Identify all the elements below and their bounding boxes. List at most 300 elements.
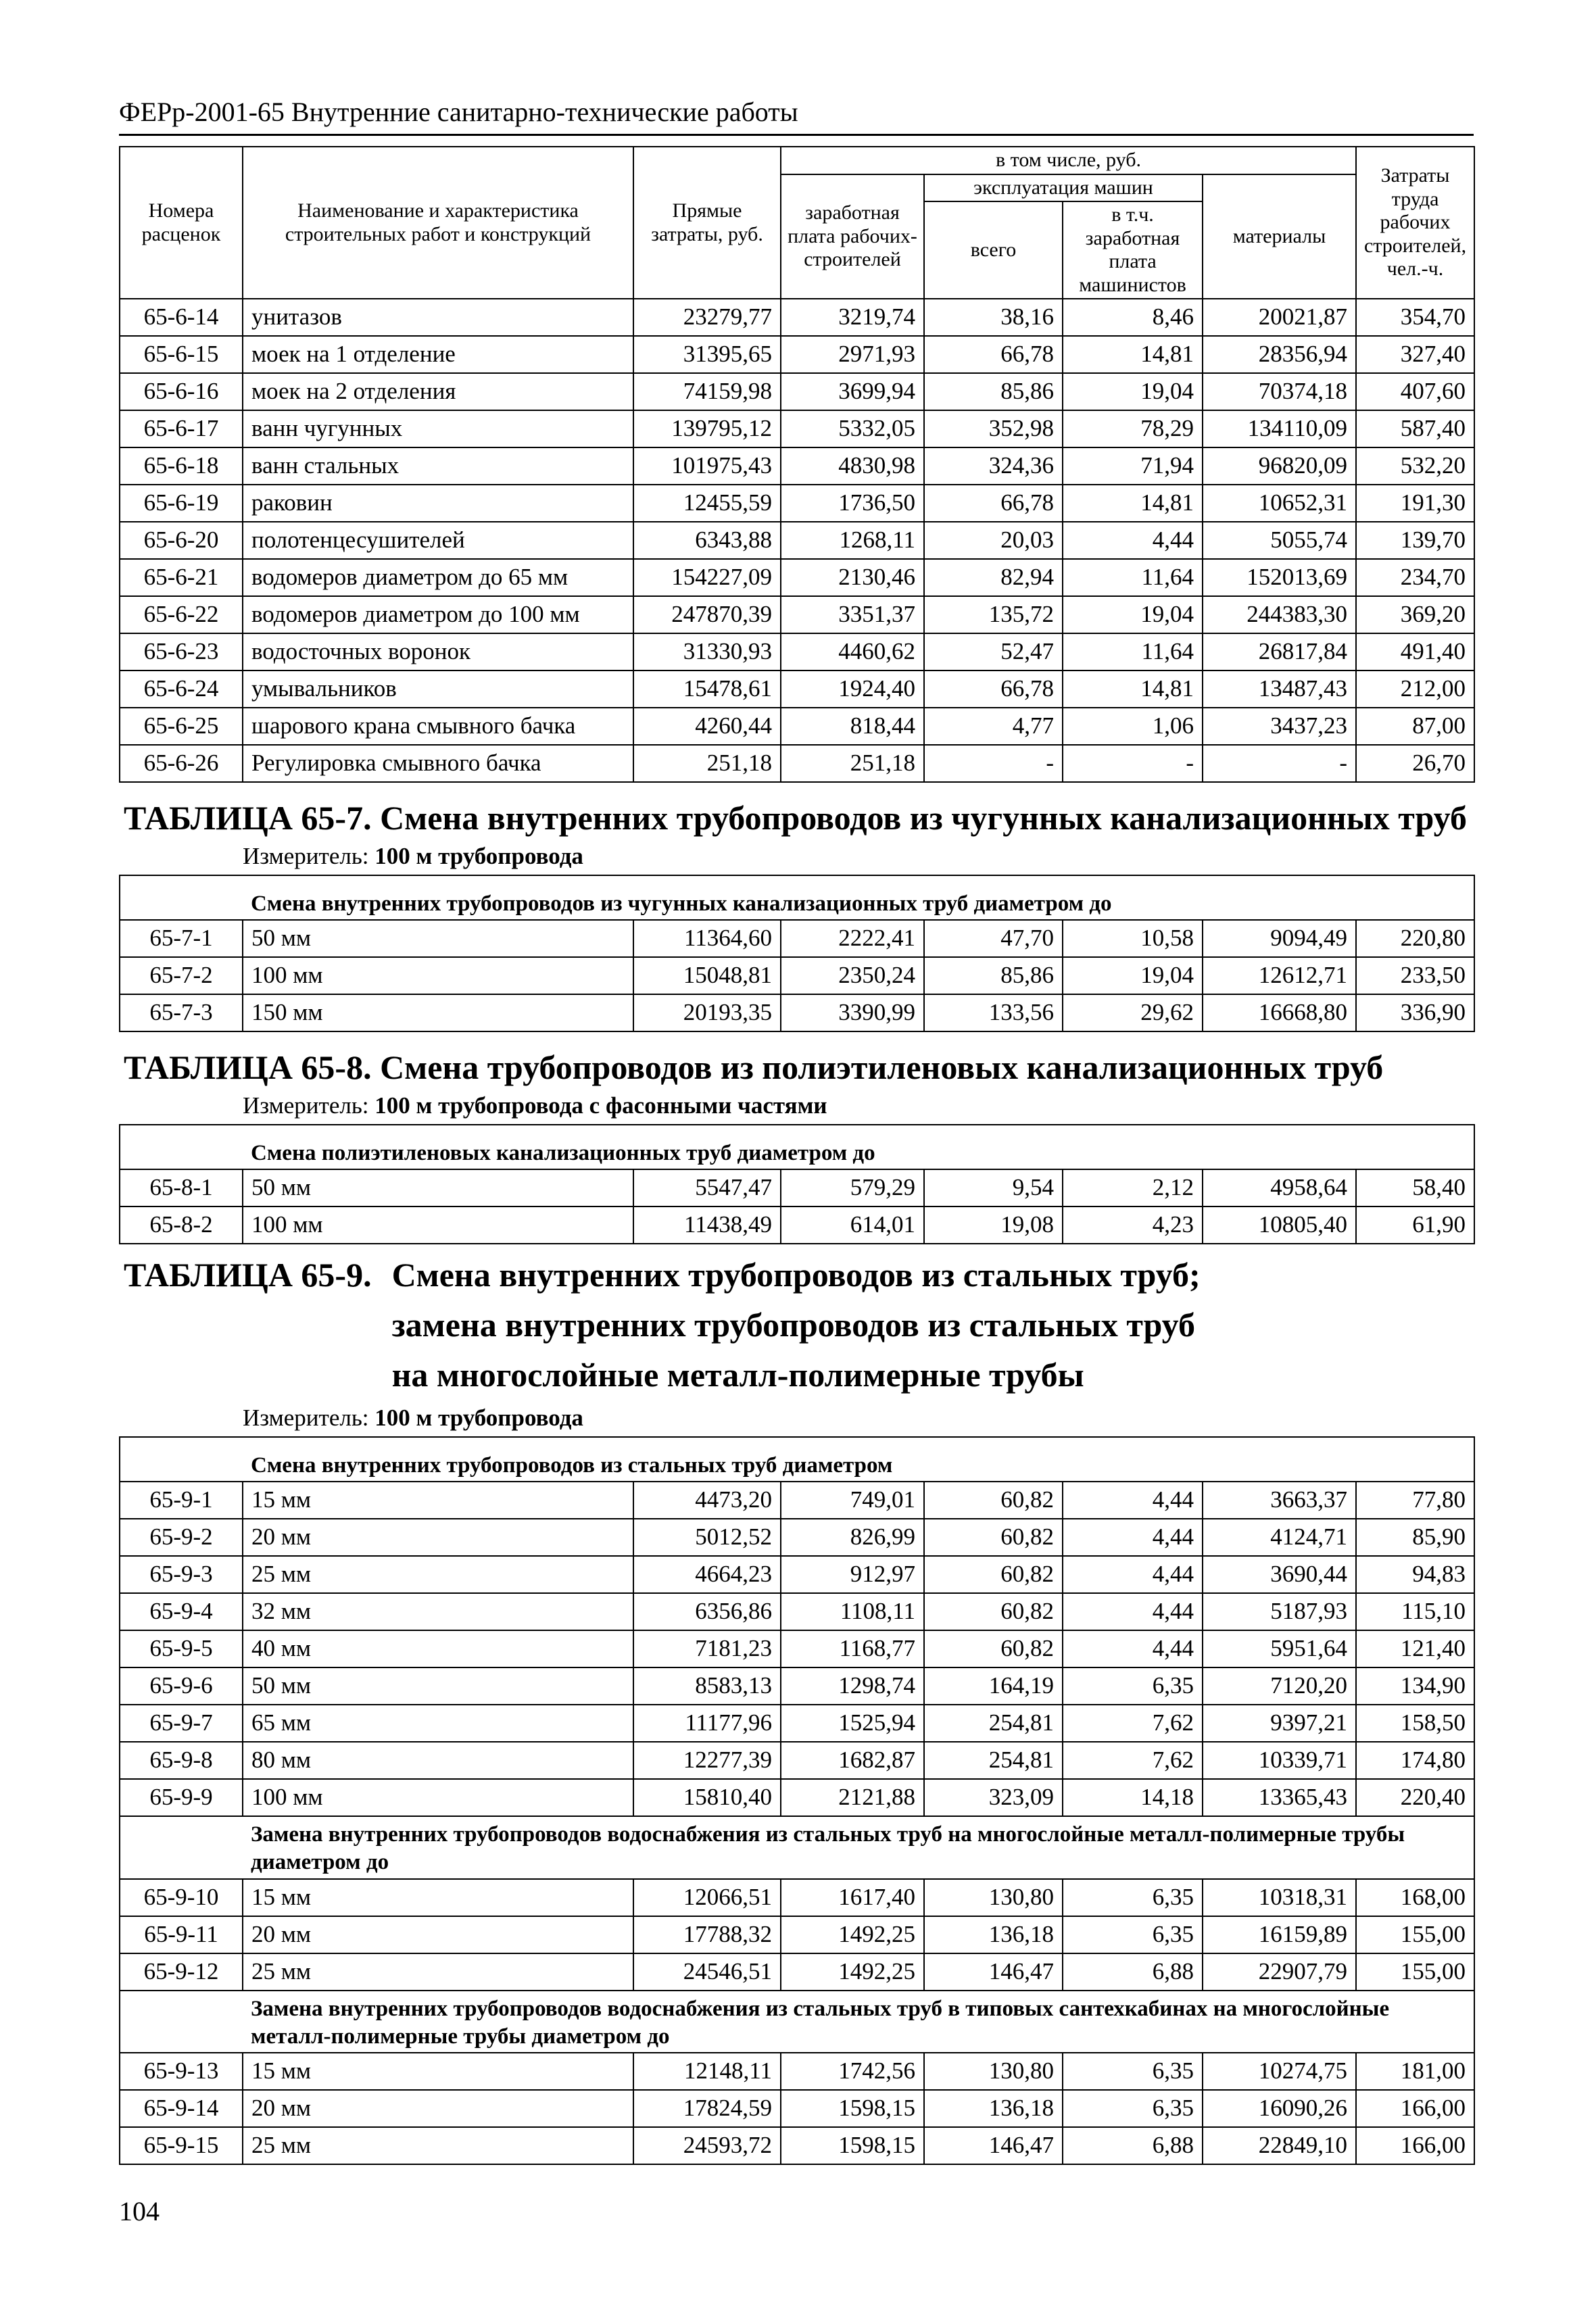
direct-cost: 12277,39 <box>633 1742 781 1779</box>
machinist-wages: 1,06 <box>1063 708 1203 745</box>
machines-total: 66,78 <box>924 671 1063 708</box>
machines-total: 136,18 <box>924 2090 1063 2127</box>
direct-cost: 15478,61 <box>633 671 781 708</box>
materials-cost: 10318,31 <box>1203 1879 1356 1916</box>
table-row <box>120 447 1474 485</box>
direct-cost: 8583,13 <box>633 1667 781 1705</box>
materials-cost: 5187,93 <box>1203 1593 1356 1630</box>
direct-cost: 7181,23 <box>633 1630 781 1667</box>
work-name: 100 мм <box>243 1779 633 1816</box>
rate-code: 65-7-2 <box>120 957 243 994</box>
machinist-wages: 6,35 <box>1063 1916 1203 1953</box>
worker-wages: 1598,15 <box>781 2090 924 2127</box>
rate-code: 65-6-18 <box>120 447 243 485</box>
table-title-row <box>120 1244 1474 1400</box>
worker-wages: 2121,88 <box>781 1779 924 1816</box>
labor-cost: 212,00 <box>1356 671 1474 708</box>
machinist-wages: 2,12 <box>1063 1169 1203 1207</box>
machinist-wages: 10,58 <box>1063 920 1203 957</box>
machinist-wages: 7,62 <box>1063 1705 1203 1742</box>
subheader-spacer <box>120 1125 243 1169</box>
labor-cost: 115,10 <box>1356 1593 1474 1630</box>
table-body <box>120 299 1474 2164</box>
materials-cost: 22907,79 <box>1203 1953 1356 1991</box>
materials-cost: 28356,94 <box>1203 336 1356 373</box>
work-name: раковин <box>243 485 633 522</box>
table-title-row <box>120 782 1474 838</box>
table-row <box>120 745 1474 782</box>
machinist-wages: 8,46 <box>1063 299 1203 336</box>
direct-cost: 31395,65 <box>633 336 781 373</box>
machines-total: 20,03 <box>924 522 1063 559</box>
col-head-including: в том числе, руб. <box>781 147 1356 174</box>
section-subheader: Замена внутренних трубопроводов водоснабжения из стальных труб на многослойные металл-полимерные трубы диаметром до <box>243 1816 1474 1879</box>
labor-cost: 94,83 <box>1356 1556 1474 1593</box>
work-name: 100 мм <box>243 957 633 994</box>
machinist-wages: 6,35 <box>1063 1879 1203 1916</box>
meter-row <box>120 1088 1474 1125</box>
price-table <box>119 146 1475 2165</box>
labor-cost: 87,00 <box>1356 708 1474 745</box>
direct-cost: 24593,72 <box>633 2127 781 2164</box>
meter-row <box>120 1400 1474 1437</box>
materials-cost: 9397,21 <box>1203 1705 1356 1742</box>
labor-cost: 77,80 <box>1356 1482 1474 1519</box>
rate-code: 65-6-22 <box>120 596 243 633</box>
direct-cost: 251,18 <box>633 745 781 782</box>
section-subheader-row <box>120 1991 1474 2053</box>
machines-total: 146,47 <box>924 2127 1063 2164</box>
subheader-spacer <box>120 875 243 920</box>
machinist-wages: 7,62 <box>1063 1742 1203 1779</box>
rate-code: 65-6-21 <box>120 559 243 596</box>
work-name: шарового крана смывного бачка <box>243 708 633 745</box>
work-name: полотенцесушителей <box>243 522 633 559</box>
machines-total: 85,86 <box>924 957 1063 994</box>
machines-total: - <box>924 745 1063 782</box>
rate-code: 65-9-6 <box>120 1667 243 1705</box>
table-row <box>120 1630 1474 1667</box>
machinist-wages: 4,44 <box>1063 1519 1203 1556</box>
machines-total: 38,16 <box>924 299 1063 336</box>
labor-cost: 233,50 <box>1356 957 1474 994</box>
work-name: ванн стальных <box>243 447 633 485</box>
machines-total: 323,09 <box>924 1779 1063 1816</box>
table-title-lines <box>392 1250 1201 1400</box>
worker-wages: 579,29 <box>781 1169 924 1207</box>
work-name: 50 мм <box>243 1169 633 1207</box>
work-name: 150 мм <box>243 994 633 1031</box>
rate-code: 65-6-14 <box>120 299 243 336</box>
labor-cost: 134,90 <box>1356 1667 1474 1705</box>
work-name: моек на 1 отделение <box>243 336 633 373</box>
machines-total: 52,47 <box>924 633 1063 671</box>
machinist-wages: 14,18 <box>1063 1779 1203 1816</box>
worker-wages: 3351,37 <box>781 596 924 633</box>
worker-wages: 1298,74 <box>781 1667 924 1705</box>
machinist-wages: 4,23 <box>1063 1207 1203 1244</box>
rate-code: 65-9-12 <box>120 1953 243 1991</box>
page-number: 104 <box>119 2196 160 2226</box>
worker-wages: 818,44 <box>781 708 924 745</box>
work-name: 80 мм <box>243 1742 633 1779</box>
work-name: 100 мм <box>243 1207 633 1244</box>
machines-total: 130,80 <box>924 2053 1063 2090</box>
worker-wages: 3699,94 <box>781 373 924 410</box>
rate-code: 65-6-15 <box>120 336 243 373</box>
materials-cost: 3690,44 <box>1203 1556 1356 1593</box>
col-head-name: Наименование и характеристика строительных работ и конструкций <box>243 147 633 299</box>
worker-wages: 3219,74 <box>781 299 924 336</box>
labor-cost: 155,00 <box>1356 1916 1474 1953</box>
table-header <box>120 147 1474 299</box>
materials-cost: 10652,31 <box>1203 485 1356 522</box>
running-head: ФЕРр-2001-65 Внутренние санитарно-технические работы <box>119 97 798 127</box>
materials-cost: 26817,84 <box>1203 633 1356 671</box>
labor-cost: 234,70 <box>1356 559 1474 596</box>
meter-value: 100 м трубопровода <box>374 1404 583 1431</box>
work-name: 50 мм <box>243 1667 633 1705</box>
materials-cost: 244383,30 <box>1203 596 1356 633</box>
worker-wages: 826,99 <box>781 1519 924 1556</box>
work-name: 65 мм <box>243 1705 633 1742</box>
work-name: водомеров диаметром до 100 мм <box>243 596 633 633</box>
rate-code: 65-6-19 <box>120 485 243 522</box>
rate-code: 65-9-1 <box>120 1482 243 1519</box>
direct-cost: 24546,51 <box>633 1953 781 1991</box>
table-row <box>120 1705 1474 1742</box>
header-rule <box>119 134 1474 136</box>
machines-total: 352,98 <box>924 410 1063 447</box>
table-row <box>120 671 1474 708</box>
worker-wages: 614,01 <box>781 1207 924 1244</box>
direct-cost: 17824,59 <box>633 2090 781 2127</box>
work-name: моек на 2 отделения <box>243 373 633 410</box>
machines-total: 324,36 <box>924 447 1063 485</box>
meter <box>120 1400 1474 1437</box>
direct-cost: 4664,23 <box>633 1556 781 1593</box>
machines-total: 47,70 <box>924 920 1063 957</box>
materials-cost: 13487,43 <box>1203 671 1356 708</box>
table-row <box>120 2053 1474 2090</box>
section-subheader: Замена внутренних трубопроводов водоснабжения из стальных труб в типовых сантехкабинах на многослойные металл-полимерные трубы диаметром до <box>243 1991 1474 2053</box>
rate-code: 65-9-14 <box>120 2090 243 2127</box>
machinist-wages: 4,44 <box>1063 1593 1203 1630</box>
rate-code: 65-6-16 <box>120 373 243 410</box>
work-name: Регулировка смывного бачка <box>243 745 633 782</box>
direct-cost: 11364,60 <box>633 920 781 957</box>
table-row <box>120 633 1474 671</box>
col-head-direct: Прямые затраты, руб. <box>633 147 781 299</box>
materials-cost: 5951,64 <box>1203 1630 1356 1667</box>
rate-code: 65-9-8 <box>120 1742 243 1779</box>
direct-cost: 15810,40 <box>633 1779 781 1816</box>
materials-cost: 16159,89 <box>1203 1916 1356 1953</box>
direct-cost: 101975,43 <box>633 447 781 485</box>
materials-cost: 10339,71 <box>1203 1742 1356 1779</box>
machines-total: 60,82 <box>924 1519 1063 1556</box>
work-name: 15 мм <box>243 1879 633 1916</box>
rate-code: 65-9-5 <box>120 1630 243 1667</box>
worker-wages: 1682,87 <box>781 1742 924 1779</box>
worker-wages: 2130,46 <box>781 559 924 596</box>
materials-cost: 152013,69 <box>1203 559 1356 596</box>
machinist-wages: 4,44 <box>1063 1482 1203 1519</box>
machinist-wages: 71,94 <box>1063 447 1203 485</box>
direct-cost: 6343,88 <box>633 522 781 559</box>
labor-cost: 587,40 <box>1356 410 1474 447</box>
worker-wages: 912,97 <box>781 1556 924 1593</box>
col-head-machines-wages: в т.ч. заработная плата машинистов <box>1063 201 1203 299</box>
machines-total: 85,86 <box>924 373 1063 410</box>
work-name: унитазов <box>243 299 633 336</box>
materials-cost: 12612,71 <box>1203 957 1356 994</box>
direct-cost: 20193,35 <box>633 994 781 1031</box>
meter-label: Измеритель: <box>243 1404 369 1431</box>
machines-total: 164,19 <box>924 1667 1063 1705</box>
worker-wages: 4460,62 <box>781 633 924 671</box>
work-name: 15 мм <box>243 2053 633 2090</box>
direct-cost: 154227,09 <box>633 559 781 596</box>
work-name: 25 мм <box>243 2127 633 2164</box>
worker-wages: 2222,41 <box>781 920 924 957</box>
machines-total: 66,78 <box>924 336 1063 373</box>
table-row <box>120 1879 1474 1916</box>
rate-code: 65-9-3 <box>120 1556 243 1593</box>
worker-wages: 749,01 <box>781 1482 924 1519</box>
machines-total: 146,47 <box>924 1953 1063 1991</box>
direct-cost: 15048,81 <box>633 957 781 994</box>
materials-cost: 13365,43 <box>1203 1779 1356 1816</box>
direct-cost: 12455,59 <box>633 485 781 522</box>
materials-cost: 134110,09 <box>1203 410 1356 447</box>
machines-total: 133,56 <box>924 994 1063 1031</box>
table-row <box>120 2090 1474 2127</box>
machinist-wages: 4,44 <box>1063 1556 1203 1593</box>
table-row <box>120 596 1474 633</box>
table-title-label: ТАБЛИЦА 65-9. <box>124 1256 372 1294</box>
materials-cost: 7120,20 <box>1203 1667 1356 1705</box>
machinist-wages: 19,04 <box>1063 957 1203 994</box>
col-head-machines-total: всего <box>924 201 1063 299</box>
worker-wages: 1268,11 <box>781 522 924 559</box>
rate-code: 65-6-25 <box>120 708 243 745</box>
machines-total: 254,81 <box>924 1742 1063 1779</box>
machinist-wages: 6,35 <box>1063 1667 1203 1705</box>
labor-cost: 139,70 <box>1356 522 1474 559</box>
meter-value: 100 м трубопровода с фасонными частями <box>374 1092 827 1119</box>
labor-cost: 327,40 <box>1356 336 1474 373</box>
rate-code: 65-9-13 <box>120 2053 243 2090</box>
table-row <box>120 920 1474 957</box>
col-head-machines: эксплуатация машин <box>924 174 1203 202</box>
machines-total: 60,82 <box>924 1630 1063 1667</box>
labor-cost: 158,50 <box>1356 1705 1474 1742</box>
meter <box>120 1088 1474 1125</box>
labor-cost: 85,90 <box>1356 1519 1474 1556</box>
labor-cost: 220,40 <box>1356 1779 1474 1816</box>
worker-wages: 4830,98 <box>781 447 924 485</box>
worker-wages: 1742,56 <box>781 2053 924 2090</box>
direct-cost: 4473,20 <box>633 1482 781 1519</box>
rate-code: 65-9-11 <box>120 1916 243 1953</box>
table-row <box>120 957 1474 994</box>
meter-label: Измеритель: <box>243 842 369 869</box>
labor-cost: 58,40 <box>1356 1169 1474 1207</box>
table-row <box>120 522 1474 559</box>
machinist-wages: 4,44 <box>1063 522 1203 559</box>
rate-code: 65-6-17 <box>120 410 243 447</box>
machinist-wages: 11,64 <box>1063 633 1203 671</box>
machines-total: 136,18 <box>924 1916 1063 1953</box>
col-head-code: Номера расценок <box>120 147 243 299</box>
materials-cost: 10274,75 <box>1203 2053 1356 2090</box>
table-title-line: Смена внутренних трубопроводов из стальных труб; <box>391 1256 1201 1294</box>
table-row <box>120 299 1474 336</box>
machinist-wages: 4,44 <box>1063 1630 1203 1667</box>
worker-wages: 1924,40 <box>781 671 924 708</box>
labor-cost: 191,30 <box>1356 485 1474 522</box>
table-row <box>120 373 1474 410</box>
col-head-labor: Затраты труда рабочих строителей, чел.-ч. <box>1356 147 1474 299</box>
labor-cost: 155,00 <box>1356 1953 1474 1991</box>
machinist-wages: 14,81 <box>1063 671 1203 708</box>
labor-cost: 121,40 <box>1356 1630 1474 1667</box>
table-row <box>120 485 1474 522</box>
machines-total: 82,94 <box>924 559 1063 596</box>
col-head-materials: материалы <box>1203 174 1356 299</box>
materials-cost: 16668,80 <box>1203 994 1356 1031</box>
direct-cost: 31330,93 <box>633 633 781 671</box>
meter-row <box>120 838 1474 875</box>
direct-cost: 11177,96 <box>633 1705 781 1742</box>
work-name: водомеров диаметром до 65 мм <box>243 559 633 596</box>
table-title-row <box>120 1031 1474 1088</box>
direct-cost: 5547,47 <box>633 1169 781 1207</box>
materials-cost: 9094,49 <box>1203 920 1356 957</box>
rate-code: 65-9-15 <box>120 2127 243 2164</box>
rate-code: 65-9-2 <box>120 1519 243 1556</box>
section-subheader-row <box>120 1816 1474 1879</box>
rate-code: 65-6-23 <box>120 633 243 671</box>
worker-wages: 251,18 <box>781 745 924 782</box>
labor-cost: 491,40 <box>1356 633 1474 671</box>
materials-cost: 10805,40 <box>1203 1207 1356 1244</box>
col-head-wages: заработная плата рабочих-строителей <box>781 174 924 299</box>
work-name: 20 мм <box>243 2090 633 2127</box>
table-row <box>120 1207 1474 1244</box>
labor-cost: 61,90 <box>1356 1207 1474 1244</box>
direct-cost: 139795,12 <box>633 410 781 447</box>
machinist-wages: 14,81 <box>1063 485 1203 522</box>
section-subheader-row <box>120 1125 1474 1169</box>
machines-total: 60,82 <box>924 1593 1063 1630</box>
table-row <box>120 336 1474 373</box>
work-name: 25 мм <box>243 1953 633 1991</box>
worker-wages: 1168,77 <box>781 1630 924 1667</box>
worker-wages: 1108,11 <box>781 1593 924 1630</box>
direct-cost: 74159,98 <box>633 373 781 410</box>
meter-label: Измеритель: <box>243 1092 369 1119</box>
labor-cost: 166,00 <box>1356 2090 1474 2127</box>
meter-value: 100 м трубопровода <box>374 842 583 869</box>
rate-code: 65-9-7 <box>120 1705 243 1742</box>
table-row <box>120 1916 1474 1953</box>
machines-total: 130,80 <box>924 1879 1063 1916</box>
section-subheader: Смена полиэтиленовых канализационных труб диаметром до <box>243 1125 1474 1169</box>
direct-cost: 6356,86 <box>633 1593 781 1630</box>
table-row <box>120 1482 1474 1519</box>
work-name: 32 мм <box>243 1593 633 1630</box>
section-subheader-row <box>120 875 1474 920</box>
rate-code: 65-8-2 <box>120 1207 243 1244</box>
materials-cost: 3437,23 <box>1203 708 1356 745</box>
direct-cost: 23279,77 <box>633 299 781 336</box>
materials-cost: 70374,18 <box>1203 373 1356 410</box>
materials-cost: 20021,87 <box>1203 299 1356 336</box>
table-title-line: на многослойные металл-полимерные трубы <box>391 1356 1084 1394</box>
worker-wages: 1736,50 <box>781 485 924 522</box>
meter <box>120 838 1474 875</box>
machinist-wages: 6,88 <box>1063 1953 1203 1991</box>
worker-wages: 1492,25 <box>781 1916 924 1953</box>
direct-cost: 11438,49 <box>633 1207 781 1244</box>
table-row <box>120 1953 1474 1991</box>
table-row <box>120 410 1474 447</box>
worker-wages: 1525,94 <box>781 1705 924 1742</box>
worker-wages: 2971,93 <box>781 336 924 373</box>
labor-cost: 532,20 <box>1356 447 1474 485</box>
table-title: ТАБЛИЦА 65-8. Смена трубопроводов из полиэтиленовых канализационных труб <box>124 1048 1384 1086</box>
labor-cost: 336,90 <box>1356 994 1474 1031</box>
machinist-wages: 19,04 <box>1063 373 1203 410</box>
direct-cost: 12148,11 <box>633 2053 781 2090</box>
materials-cost: 16090,26 <box>1203 2090 1356 2127</box>
subheader-spacer <box>120 1437 243 1482</box>
work-name: 25 мм <box>243 1556 633 1593</box>
direct-cost: 12066,51 <box>633 1879 781 1916</box>
materials-cost: 22849,10 <box>1203 2127 1356 2164</box>
materials-cost: 5055,74 <box>1203 522 1356 559</box>
direct-cost: 4260,44 <box>633 708 781 745</box>
rate-code: 65-6-24 <box>120 671 243 708</box>
worker-wages: 2350,24 <box>781 957 924 994</box>
labor-cost: 166,00 <box>1356 2127 1474 2164</box>
direct-cost: 5012,52 <box>633 1519 781 1556</box>
materials-cost: 3663,37 <box>1203 1482 1356 1519</box>
machines-total: 4,77 <box>924 708 1063 745</box>
worker-wages: 3390,99 <box>781 994 924 1031</box>
machines-total: 19,08 <box>924 1207 1063 1244</box>
table-row <box>120 1556 1474 1593</box>
section-subheader: Смена внутренних трубопроводов из стальных труб диаметром <box>243 1437 1474 1482</box>
labor-cost: 26,70 <box>1356 745 1474 782</box>
table-row <box>120 1667 1474 1705</box>
table-row <box>120 708 1474 745</box>
table-row <box>120 2127 1474 2164</box>
table-title <box>120 1244 1474 1400</box>
machinist-wages: 19,04 <box>1063 596 1203 633</box>
rate-code: 65-8-1 <box>120 1169 243 1207</box>
machinist-wages: 6,35 <box>1063 2090 1203 2127</box>
labor-cost: 181,00 <box>1356 2053 1474 2090</box>
worker-wages: 5332,05 <box>781 410 924 447</box>
machinist-wages: 6,35 <box>1063 2053 1203 2090</box>
table-row <box>120 1519 1474 1556</box>
materials-cost: 4124,71 <box>1203 1519 1356 1556</box>
machinist-wages: 78,29 <box>1063 410 1203 447</box>
labor-cost: 407,60 <box>1356 373 1474 410</box>
